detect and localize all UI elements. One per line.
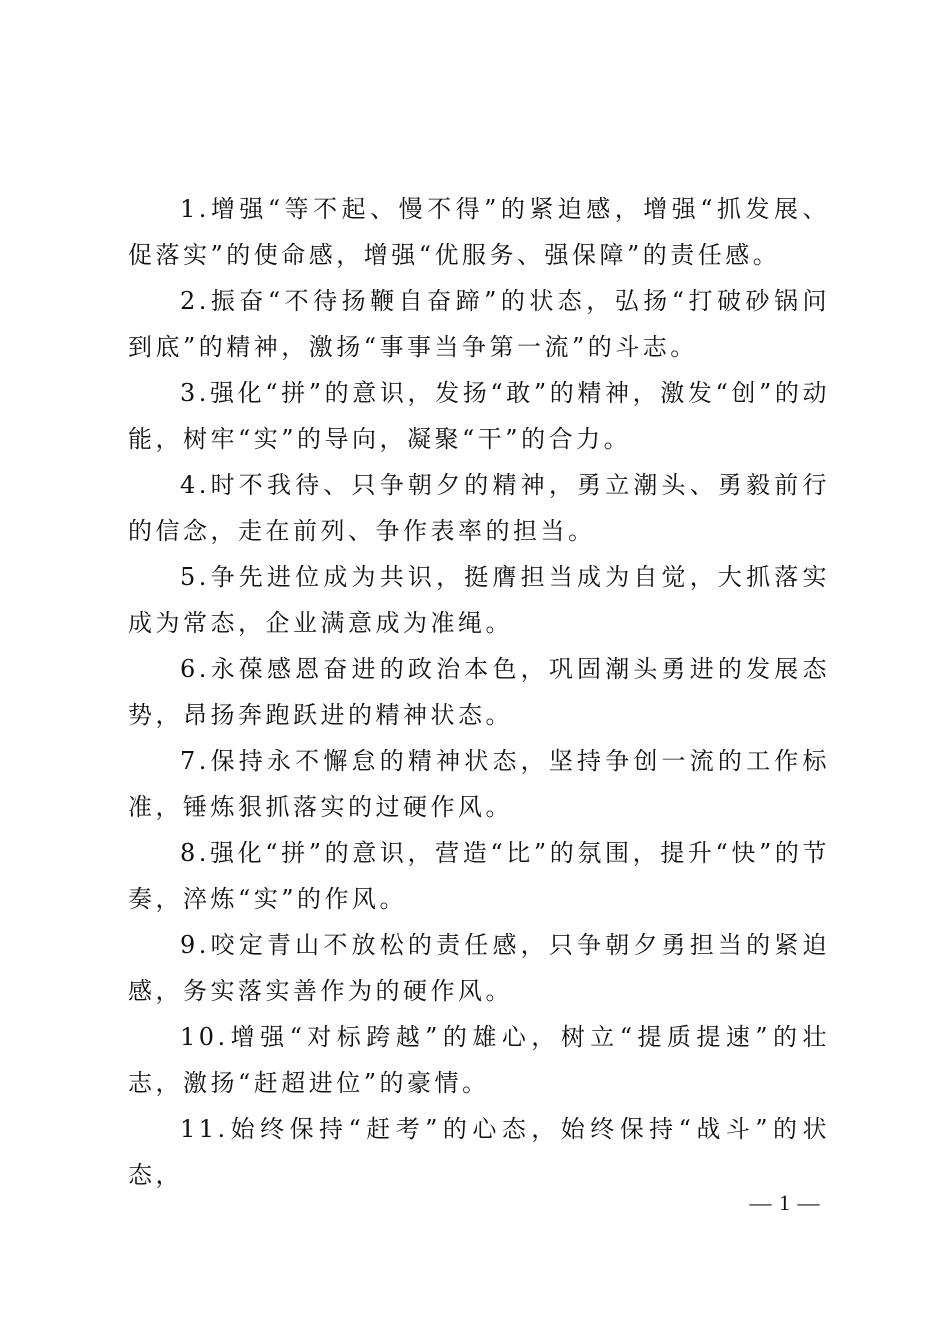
- document-body: [128, 186, 830, 1198]
- list-item-4: 4.时不我待、只争朝夕的精神，勇立潮头、勇毅前行的信念，走在前列、争作表率的担当。: [128, 471, 830, 545]
- list-item-5: 5.争先进位成为共识，挺膺担当成为自觉，大抓落实成为常态，企业满意成为准绳。: [128, 563, 830, 637]
- list-item-3: 3.强化“拼”的意识，发扬“敢”的精神，激发“创”的动能，树牢“实”的导向，凝聚“干”的合力。: [128, 379, 830, 453]
- list-item-6: 6.永葆感恩奋进的政治本色，巩固潮头勇进的发展态势，昂扬奔跑跃进的精神状态。: [128, 655, 830, 729]
- list-item-2: 2.振奋“不待扬鞭自奋蹄”的状态，弘扬“打破砂锅问到底”的精神，激扬“事事当争第一流”的斗志。: [128, 287, 830, 361]
- list-item-10: 10.增强“对标跨越”的雄心，树立“提质提速”的壮志，激扬“赶超进位”的豪情。: [128, 1023, 830, 1097]
- list-item-11: 11.始终保持“赶考”的心态，始终保持“战斗”的状态，: [128, 1115, 830, 1189]
- list-item-7: 7.保持永不懈怠的精神状态，坚持争创一流的工作标准，锤炼狠抓落实的过硬作风。: [128, 747, 830, 821]
- list-item-9: 9.咬定青山不放松的责任感，只争朝夕勇担当的紧迫感，务实落实善作为的硬作风。: [128, 931, 830, 1005]
- list-item-8: 8.强化“拼”的意识，营造“比”的氛围，提升“快”的节奏，淬炼“实”的作风。: [128, 839, 830, 913]
- page-number: — 1 —: [749, 1190, 821, 1215]
- list-item-1: 1.增强“等不起、慢不得”的紧迫感，增强“抓发展、促落实”的使命感，增强“优服务、强保障”的责任感。: [128, 195, 830, 269]
